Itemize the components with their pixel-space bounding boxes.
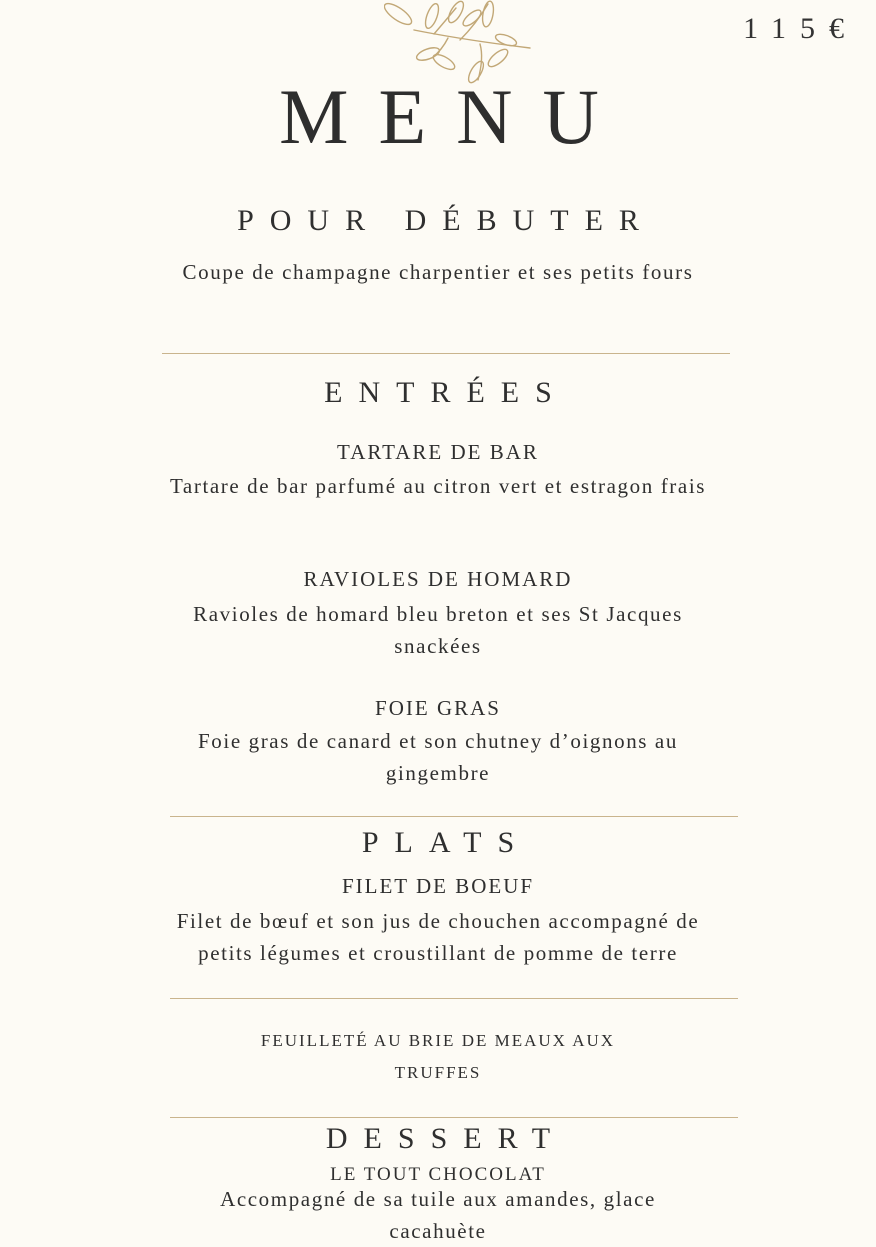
section-title-dessert: DESSERT	[325, 1122, 567, 1155]
dish-description-filet-boeuf: Filet de bœuf et son jus de chouchen accompagné de petits légumes et croustillant de pomme de terre	[176, 909, 700, 965]
fromage-block	[0, 1025, 876, 1089]
dish-block-tout-chocolat	[0, 1183, 876, 1247]
divider-3	[170, 998, 738, 999]
dish-block-ravioles	[0, 598, 876, 662]
divider-2	[170, 816, 738, 817]
dish-block-foie-gras	[0, 725, 876, 789]
dish-name-feuillete: FEUILLETÉ AU BRIE DE MEAUX AUX TRUFFES	[260, 1031, 616, 1082]
dish-description-ravioles: Ravioles de homard bleu breton et ses St Jacques snackées	[193, 602, 683, 658]
debut-block	[0, 256, 876, 288]
dish-name-filet-boeuf: FILET DE BOEUF	[341, 874, 535, 898]
dish-name-ravioles: RAVIOLES DE HOMARD	[303, 567, 573, 591]
divider-4	[170, 1117, 738, 1118]
dish-description-tout-chocolat: Accompagné de sa tuile aux amandes, glace cacahuète	[220, 1187, 656, 1243]
section-title-plats: PLATS	[361, 826, 531, 859]
section-title-debut: POUR DÉBUTER	[237, 204, 655, 237]
dish-name-foie-gras: FOIE GRAS	[375, 696, 501, 720]
dish-description-tartare: Tartare de bar parfumé au citron vert et estragon frais	[169, 474, 707, 498]
menu-price: 115€	[743, 12, 858, 45]
dish-name-tout-chocolat: LE TOUT CHOCOLAT	[330, 1164, 546, 1185]
dish-block-tartare	[0, 470, 876, 502]
dish-name-tartare: TARTARE DE BAR	[337, 440, 539, 464]
dish-block-filet-boeuf	[0, 905, 876, 969]
menu-title: MENU	[279, 73, 629, 160]
debut-description: Coupe de champagne charpentier et ses petits fours	[182, 260, 694, 284]
dish-description-foie-gras: Foie gras de canard et son chutney d’oignons au gingembre	[198, 729, 678, 785]
divider-1	[162, 353, 730, 354]
section-title-entrees: ENTRÉES	[324, 376, 568, 409]
